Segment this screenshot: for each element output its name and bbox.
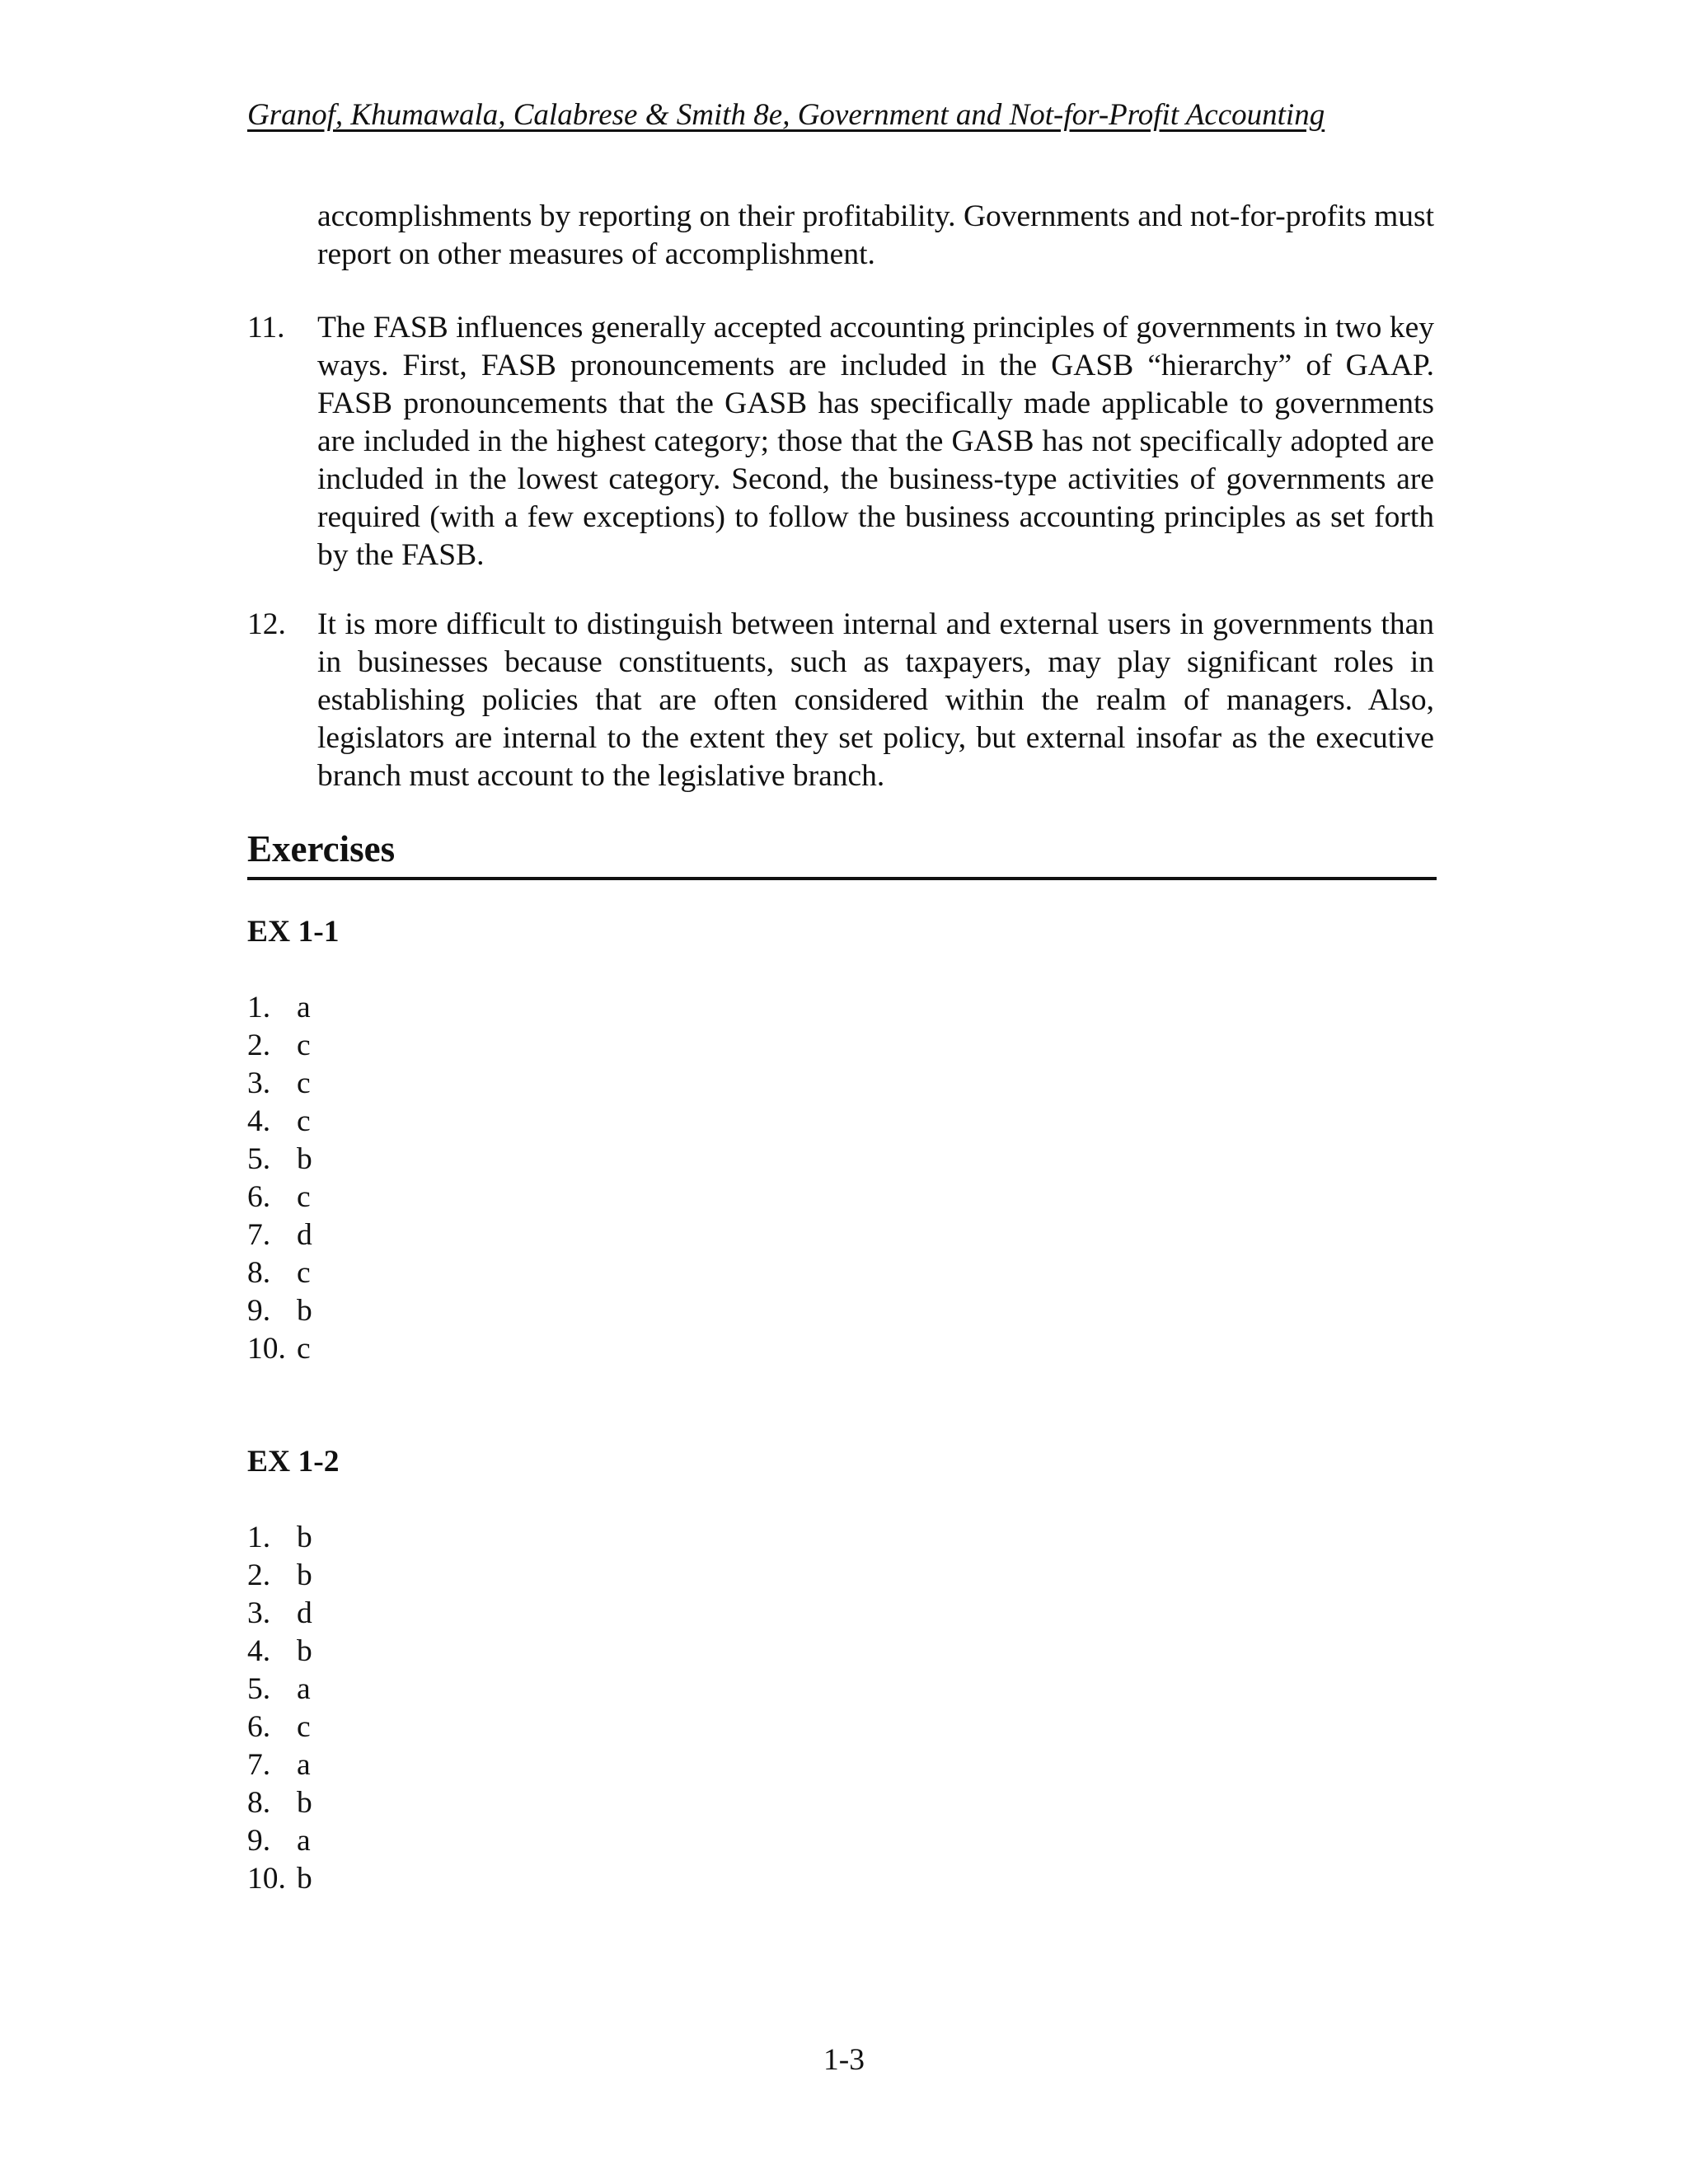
answer-value: a [297, 1748, 311, 1782]
answer-value: c [297, 1332, 311, 1366]
answer-value: c [297, 1256, 311, 1290]
answer-value: a [297, 1672, 311, 1706]
answer-number: 9. [247, 1294, 271, 1328]
answer-number: 3. [247, 1596, 271, 1630]
answer-number: 7. [247, 1748, 271, 1782]
answer-value: b [297, 1786, 312, 1820]
answer-value: d [297, 1218, 312, 1252]
question-number: 11. [247, 311, 285, 344]
answer-value: b [297, 1294, 312, 1328]
exercise-title-ex-1-2: EX 1-2 [247, 1445, 340, 1479]
exercise-title-ex-1-1: EX 1-1 [247, 915, 340, 949]
answer-number: 5. [247, 1672, 271, 1706]
answer-number: 10. [247, 1862, 286, 1896]
answer-value: b [297, 1521, 312, 1554]
answer-value: b [297, 1142, 312, 1176]
answer-number: 8. [247, 1786, 271, 1820]
answer-number: 4. [247, 1634, 271, 1668]
question-text: The FASB influences generally accepted accounting principles of governments in two key ways. First, FASB pronouncements are included in the GASB “hierarchy” of GAAP. FASB pronouncements that the GASB has specifically made applicable to governments are included in the highest category; those that the GASB has not specifically adopted are included in the lowest category. Second, the business-type activities of governments are required (with a few exceptions) to follow the business accounting principles as set forth by the FASB. [317, 311, 1434, 572]
answer-number: 6. [247, 1710, 271, 1744]
continued-paragraph: accomplishments by reporting on their profitability. Governments and not-for-profits must report on other measures of accomplishment. [317, 199, 1434, 271]
answer-value: b [297, 1634, 312, 1668]
page-number: 1-3 [823, 2043, 865, 2077]
answer-value: c [297, 1104, 311, 1138]
answer-number: 7. [247, 1218, 271, 1252]
answer-value: c [297, 1180, 311, 1214]
answer-value: c [297, 1029, 311, 1062]
answer-value: c [297, 1066, 311, 1100]
answer-number: 5. [247, 1142, 271, 1176]
answer-value: a [297, 1824, 311, 1858]
answer-value: d [297, 1596, 312, 1630]
question-text: It is more difficult to distinguish between internal and external users in governments than in businesses because constituents, such as taxpayers, may play significant roles in establishing policies that are often considered within the realm of managers. Also, legislators are internal to the extent they set policy, but external insofar as the executive branch must account to the legislative branch. [317, 607, 1434, 793]
answer-number: 3. [247, 1066, 271, 1100]
answer-value: b [297, 1558, 312, 1592]
answer-number: 8. [247, 1256, 271, 1290]
answer-number: 1. [247, 991, 271, 1024]
answer-number: 6. [247, 1180, 271, 1214]
question-number: 12. [247, 607, 286, 641]
answer-number: 2. [247, 1029, 271, 1062]
answer-number: 10. [247, 1332, 286, 1366]
answer-value: a [297, 991, 311, 1024]
answer-number: 9. [247, 1824, 271, 1858]
answer-number: 1. [247, 1521, 271, 1554]
section-title-exercises: Exercises [247, 828, 396, 869]
running-header: Granof, Khumawala, Calabrese & Smith 8e, Government and Not-for-Profit Accounting [247, 98, 1325, 132]
answer-number: 4. [247, 1104, 271, 1138]
answer-value: b [297, 1862, 312, 1896]
answer-number: 2. [247, 1558, 271, 1592]
answer-value: c [297, 1710, 311, 1744]
section-divider [247, 877, 1437, 880]
